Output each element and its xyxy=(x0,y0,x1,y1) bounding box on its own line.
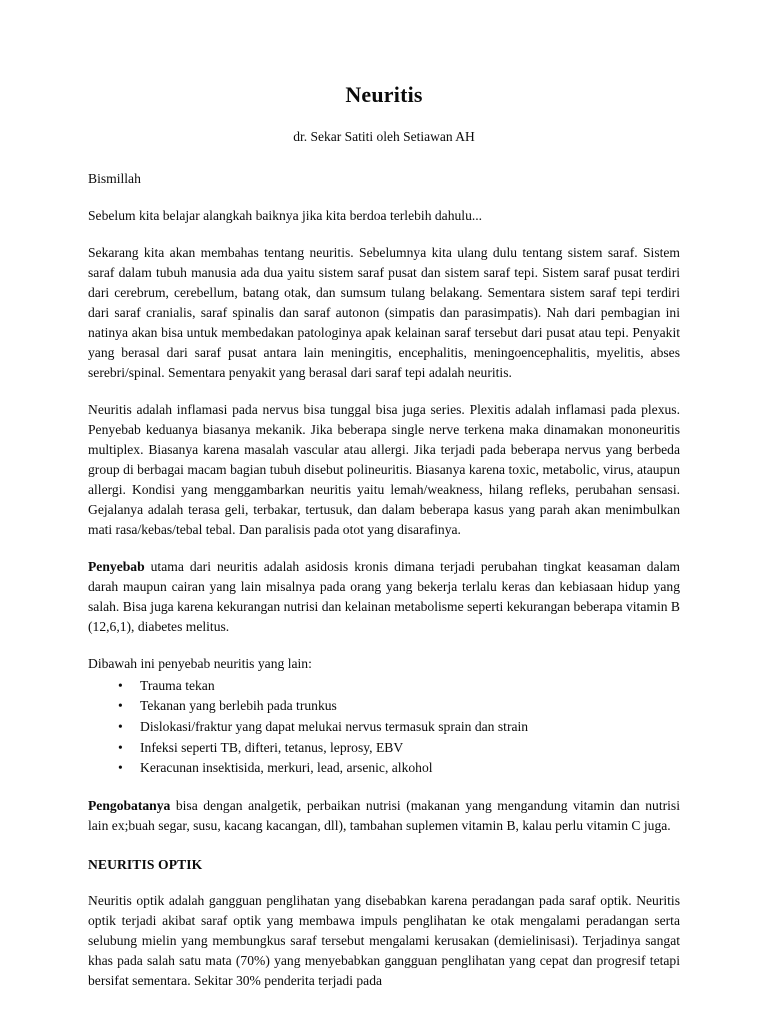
causes-bullet-list xyxy=(88,674,680,779)
list-item-label: Trauma tekan xyxy=(140,677,215,693)
bullet-dot-icon: • xyxy=(118,677,123,693)
list-item-label: Infeksi seperti TB, difteri, tetanus, leprosy, EBV xyxy=(140,739,404,755)
list-item xyxy=(88,758,680,779)
paragraph-bismillah: Bismillah xyxy=(88,171,141,187)
list-item xyxy=(88,738,680,759)
causes-lead-in: Penyebab xyxy=(88,558,145,574)
paragraph-optic: Neuritis optik adalah gangguan penglihatan yang disebabkan karena peradangan pada saraf optik. Neuritis optik terjadi akibat saraf optik yang membawa impuls penglihatan ke otak mengalami peradangan serta selubung mielin yang membungkus saraf tersebut mengalami kerusakan (demielinisasi). Terjadinya sangat khas pada salah satu mata (70%) yang menyebabkan gangguan penglihatan yang cepat dan progresif tetapi bersifat sementara. Sekitar 30% penderita terjadi pada xyxy=(88,893,680,988)
bullet-dot-icon: • xyxy=(118,739,123,755)
paragraph-definition: Neuritis adalah inflamasi pada nervus bisa tunggal bisa juga series. Plexitis adalah inflamasi pada plexus. Penyebab keduanya biasanya mekanik. Jika beberapa single nerve terkena maka dinamakan mononeuritis multiplex. Biasanya karena masalah vascular atau allergi. Jika terjadi pada beberapa nervus yang berbeda group di berbagai macam bagian tubuh disebut polineuritis. Biasanya karena toxic, metabolic, virus, ataupun allergi. Kondisi yang menggambarkan neuritis yaitu lemah/weakness, hilang refleks, perubahan sensasi. Gejalanya adalah terasa geli, terbakar, tertusuk, dan dalam beberapa kasus yang parah akan menimbulkan mati rasa/kebas/tebal tebal. Dan paralisis pada otot yang disarafinya. xyxy=(88,402,680,538)
bullet-dot-icon: • xyxy=(118,760,123,776)
document-byline: dr. Sekar Satiti oleh Setiawan AH xyxy=(293,129,475,145)
section-heading-neuritis-optik: NEURITIS OPTIK xyxy=(88,857,203,873)
causes-list-intro: Dibawah ini penyebab neuritis yang lain: xyxy=(88,655,312,671)
page-title: Neuritis xyxy=(345,82,423,107)
document-body xyxy=(88,0,680,991)
list-item-label: Dislokasi/fraktur yang dapat melukai nervus termasuk sprain dan strain xyxy=(140,719,529,735)
treatment-lead-in: Pengobatanya xyxy=(88,798,171,814)
list-item xyxy=(88,696,680,717)
paragraph-opening: Sebelum kita belajar alangkah baiknya jika kita berdoa terlebih dahulu... xyxy=(88,208,483,224)
list-item xyxy=(88,717,680,738)
causes-text: utama dari neuritis adalah asidosis kronis dimana terjadi perubahan tingkat keasaman dalam darah maupun cairan yang lain misalnya pada orang yang bekerja terlalu keras dan kebiasaan hidup yang salah. Bisa juga karena kekurangan nutrisi dan kelainan metabolisme seperti kekurangan beberapa vitamin B (12,6,1), diabetes melitus. xyxy=(88,558,680,634)
list-item-label: Tekanan yang berlebih pada trunkus xyxy=(140,698,337,714)
bullet-dot-icon: • xyxy=(118,698,123,714)
bullet-dot-icon: • xyxy=(118,719,123,735)
paragraph-causes xyxy=(88,540,680,637)
paragraph-treatment xyxy=(88,779,680,836)
paragraph-intro: Sekarang kita akan membahas tentang neuritis. Sebelumnya kita ulang dulu tentang sistem saraf. Sistem saraf dalam tubuh manusia ada dua yaitu sistem saraf pusat dan sistem saraf tepi. Sistem saraf pusat terdiri dari cerebrum, cerebellum, batang otak, dan sumsum tulang belakang. Sementara sistem saraf tepi terdiri dari saraf cranialis, saraf spinalis dan saraf autonon (simpatis dan parasimpatis). Nah dari pembagian ini natinya akan bisa untuk membedakan patologinya apak kelainan saraf tersebut dari pusat atau tepi. Penyakit yang berasal dari saraf pusat antara lain meningitis, encephalitis, meningoencephalitis, myelitis, abses serebri/spinal. Sementara penyakit yang berasal dari saraf tepi adalah neuritis. xyxy=(88,245,680,381)
treatment-text: bisa dengan analgetik, perbaikan nutrisi (makanan yang mengandung vitamin dan nutrisi lain ex;buah segar, susu, kacang kacangan, dll), tambahan suplemen vitamin B, kalau perlu vitamin C juga. xyxy=(88,798,680,834)
list-item xyxy=(88,676,680,697)
list-item-label: Keracunan insektisida, merkuri, lead, arsenic, alkohol xyxy=(140,760,433,776)
